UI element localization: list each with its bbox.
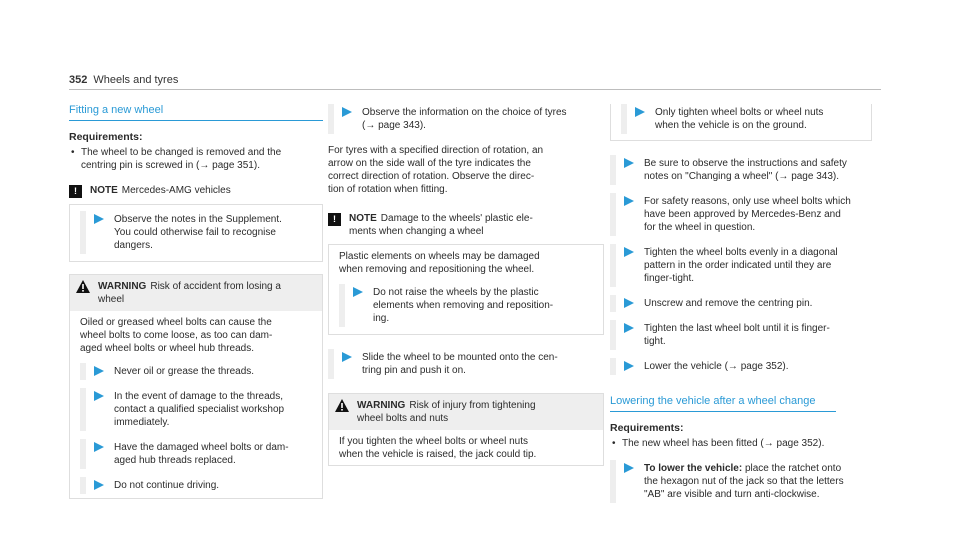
step-observe-tyres: Observe the information on the choice of tyres (→ page 343). bbox=[328, 104, 604, 134]
warning-triangle-icon bbox=[335, 399, 349, 412]
step-arrow-icon bbox=[624, 247, 634, 257]
note-step: Do not raise the wheels by the plastic elements when removing and reposition- ing. bbox=[339, 284, 595, 327]
warning-label: WARNING bbox=[357, 400, 406, 411]
step-arrow-icon bbox=[342, 107, 352, 117]
note-label: NOTE bbox=[349, 213, 377, 224]
step-arrow-icon bbox=[624, 361, 634, 371]
step-arrow-icon bbox=[624, 323, 634, 333]
warning-box-tightening bbox=[328, 393, 604, 466]
column-3 bbox=[610, 104, 872, 503]
step-remove-centring-pin: Unscrew and remove the centring pin. bbox=[610, 295, 872, 312]
step-arrow-icon bbox=[353, 287, 363, 297]
step-arrow-icon bbox=[94, 442, 104, 452]
note-box-amg bbox=[69, 180, 323, 202]
step-bold-lead: To lower the vehicle: bbox=[644, 463, 743, 474]
step-tighten-on-ground: Only tighten wheel bolts or wheel nuts when the vehicle is on the ground. bbox=[621, 104, 863, 134]
requirements-title: Requirements: bbox=[610, 422, 684, 434]
step-arrow-icon bbox=[624, 298, 634, 308]
warning-body: If you tighten the wheel bolts or wheel nuts when the vehicle is raised, the jack could tip. bbox=[339, 436, 537, 460]
column-1 bbox=[69, 104, 323, 499]
note-step-box bbox=[69, 204, 323, 262]
warning-triangle-icon bbox=[76, 280, 90, 293]
page-number: 352 bbox=[69, 74, 88, 86]
note-body: Plastic elements on wheels may be damaged when removing and repositioning the wheel. bbox=[339, 251, 540, 275]
warning-continuation-box bbox=[610, 104, 872, 141]
step-arrow-icon bbox=[94, 480, 104, 490]
bullet-icon: • bbox=[612, 438, 616, 449]
notice-icon: ! bbox=[69, 185, 82, 198]
section-title-fitting: Fitting a new wheel bbox=[69, 104, 323, 121]
chapter-title: Wheels and tyres bbox=[93, 74, 179, 86]
section-title-lowering: Lowering the vehicle after a wheel change bbox=[610, 395, 836, 412]
note-text: Mercedes-AMG vehicles bbox=[121, 185, 231, 196]
rotation-paragraph: For tyres with a specified direction of rotation, an arrow on the side wall of the tyre indicates the correct direction of rotation. Observe the direc- tion of rotation when fitting. bbox=[328, 145, 544, 195]
step-arrow-icon bbox=[635, 107, 645, 117]
step-observe-instructions: Be sure to observe the instructions and safety notes on "Changing a wheel" (→ page 343). bbox=[610, 155, 872, 185]
step-arrow-icon bbox=[624, 158, 634, 168]
step-arrow-icon bbox=[94, 391, 104, 401]
step-observe-supplement: Observe the notes in the Supplement. You could otherwise fail to recognise dangers. bbox=[80, 211, 314, 254]
note-text: Damage to the wheels' plastic ele- ments when changing a wheel bbox=[349, 213, 533, 237]
step-tighten-last-bolt: Tighten the last wheel bolt until it is finger- tight. bbox=[610, 320, 872, 350]
page-header bbox=[69, 74, 178, 87]
warning-step: Have the damaged wheel bolts or dam- aged hub threads replaced. bbox=[80, 439, 312, 469]
step-arrow-icon bbox=[342, 352, 352, 362]
warning-step: Never oil or grease the threads. bbox=[80, 363, 312, 380]
step-lower-vehicle-instruction bbox=[610, 460, 872, 503]
step-arrow-icon bbox=[94, 214, 104, 224]
notice-icon: ! bbox=[328, 213, 341, 226]
column-2 bbox=[328, 104, 604, 466]
step-arrow-icon bbox=[94, 366, 104, 376]
warning-box-losing-wheel bbox=[69, 274, 323, 499]
warning-text: Risk of accident from losing a wheel bbox=[98, 281, 281, 305]
note-box-plastic bbox=[328, 208, 604, 335]
requirement-item: • The new wheel has been fitted (→ page 352). bbox=[612, 438, 825, 449]
requirement-item: • The wheel to be changed is removed and the centring pin is screwed in (→ page 351). bbox=[71, 147, 282, 171]
note-label: NOTE bbox=[90, 185, 118, 196]
step-slide-wheel: Slide the wheel to be mounted onto the cen- tring pin and push it on. bbox=[328, 349, 604, 379]
step-arrow-icon bbox=[624, 196, 634, 206]
step-approved-bolts: For safety reasons, only use wheel bolts which have been approved by Mercedes-Benz and for the wheel in question. bbox=[610, 193, 872, 236]
warning-label: WARNING bbox=[98, 281, 147, 292]
header-divider bbox=[69, 89, 881, 90]
warning-step: Do not continue driving. bbox=[80, 477, 312, 494]
warning-step: In the event of damage to the threads, contact a qualified specialist workshop immediately. bbox=[80, 388, 312, 431]
requirements-title: Requirements: bbox=[69, 131, 143, 143]
step-text: place the ratchet onto the hexagon nut of the jack so that the letters "AB" are visible and turn anti-clockwise. bbox=[644, 463, 844, 500]
warning-body: Oiled or greased wheel bolts can cause the wheel bolts to come loose, as too can dam- aged wheel bolts or wheel hub threads. bbox=[80, 317, 273, 354]
step-lower-vehicle: Lower the vehicle (→ page 352). bbox=[610, 358, 872, 375]
step-arrow-icon bbox=[624, 463, 634, 473]
warning-text: Risk of injury from tightening wheel bolts and nuts bbox=[357, 400, 536, 424]
bullet-icon: • bbox=[71, 147, 75, 158]
step-tighten-diagonal: Tighten the wheel bolts evenly in a diagonal pattern in the order indicated until they are finger-tight. bbox=[610, 244, 872, 287]
